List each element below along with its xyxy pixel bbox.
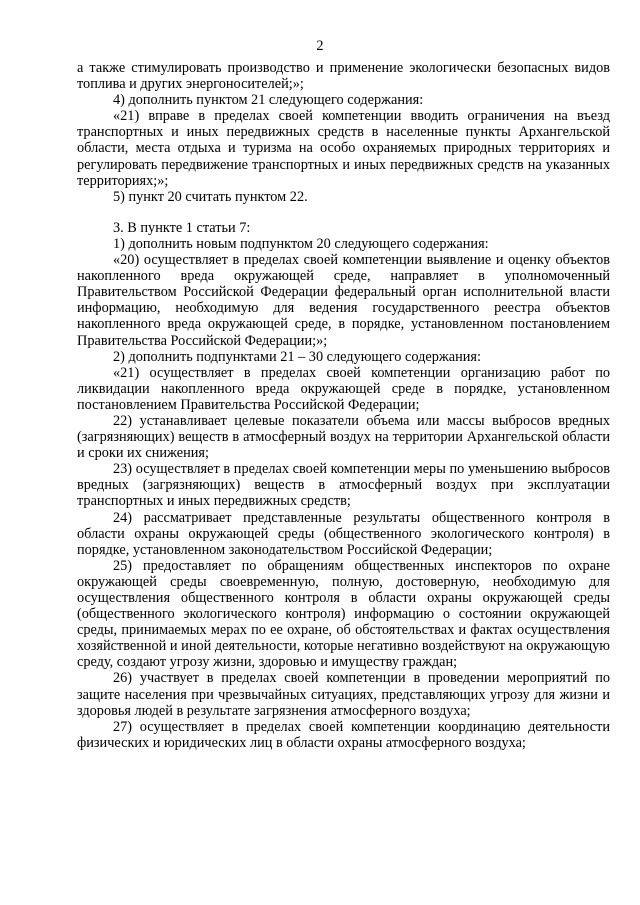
page-number: 2 (316, 38, 324, 54)
paragraph-item-21-restrictions: «21) вправе в пределах своей компетенции вводить ограничения на въезд транспортных и иных передвижных средств в населенные пункты Архангельской области, места отдыха и туризма на особо охраняемых природных территориях и регулировать передвижение транспортных и иных передвижных средств на указанных территориях;»; (77, 108, 610, 189)
paragraph-item-27: 27) осуществляет в пределах своей компетенции координацию деятельности физических и юридических лиц в области охраны атмосферного воздуха; (77, 718, 610, 751)
paragraph-amend-1: 1) дополнить новым подпунктом 20 следующего содержания: (113, 235, 489, 252)
paragraph-amend-2: 2) дополнить подпунктами 21 – 30 следующего содержания: (113, 348, 481, 365)
paragraph-item-22: 22) устанавливает целевые показатели объема или массы выбросов вредных (загрязняющих) веществ в атмосферный воздух на территории Архангельской области и сроки их снижения; (77, 412, 610, 462)
paragraph-item-25: 25) предоставляет по обращениям общественных инспекторов по охране окружающей среды своевременную, полную, достоверную, необходимую для осуществления общественного контроля в области охраны окружающей среды (общественного экологического контроля) информацию о состоянии окружающей среды, принимаемых мерах по ее охране, об обстоятельствах и фактах осуществления хозяйственной и иной деятельности, которые негативно воздействуют на окружающую среду, создают угрозу жизни, здоровью и имуществу граждан; (77, 557, 610, 671)
paragraph-amend-4: 4) дополнить пунктом 21 следующего содержания: (113, 92, 424, 109)
paragraph-continuation: а также стимулировать производство и применение экологически безопасных видов топлива и других энергоносителей;»; (77, 60, 610, 93)
paragraph-amend-5: 5) пункт 20 считать пунктом 22. (113, 188, 308, 205)
document-body (77, 60, 610, 751)
paragraph-section-3: 3. В пункте 1 статьи 7: (113, 219, 251, 236)
paragraph-item-24: 24) рассматривает представленные результаты общественного контроля в области охраны окружающей среды (общественного экологического контроля) в порядке, установленном законодательством Российской Федерации; (77, 509, 610, 558)
paragraph-spacer (77, 205, 610, 220)
paragraph-item-26: 26) участвует в пределах своей компетенции в проведении мероприятий по защите населения при чрезвычайных ситуациях, представляющих угрозу для жизни и здоровья людей в результате загрязнения атмосферного воздуха; (77, 670, 610, 719)
paragraph-item-23: 23) осуществляет в пределах своей компетенции меры по уменьшению выбросов вредных (загрязняющих) веществ в атмосферный воздух при эксплуатации транспортных и иных передвижных средств; (77, 461, 610, 510)
paragraph-item-20: «20) осуществляет в пределах своей компетенции выявление и оценку объектов накопленного вреда окружающей среде, направляет в уполномоченный Правительством Российской Федерации федеральный орган исполнительной власти информацию, необходимую для ведения государственного реестра объектов накопленного вреда окружающей среде, в порядке, установленном постановлением Правительства Российской Федерации;»; (77, 252, 610, 349)
paragraph-item-21: «21) осуществляет в пределах своей компетенции организацию работ по ликвидации накопленного вреда окружающей среде в порядке, установленном постановлением Правительства Российской Федерации; (77, 364, 610, 413)
